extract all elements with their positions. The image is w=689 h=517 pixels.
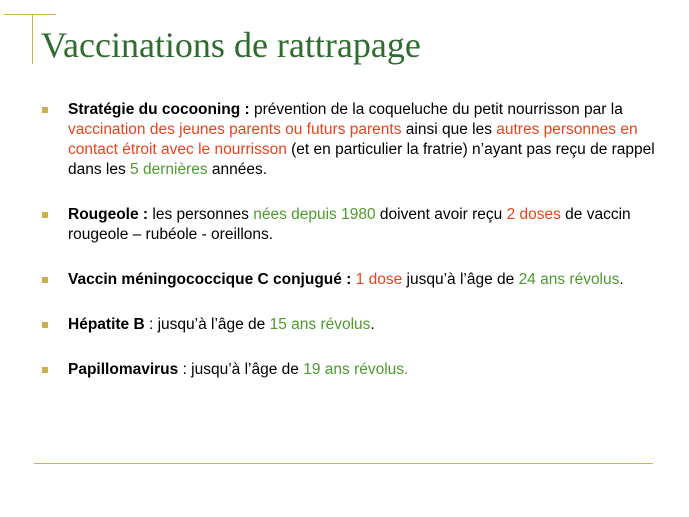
item-highlight-green: 24 ans révolus — [518, 271, 620, 288]
item-highlight-green: 19 ans révolus. — [303, 361, 409, 378]
square-bullet-icon — [42, 322, 48, 328]
item-highlight-red: 1 dose — [355, 271, 403, 288]
item-label: Stratégie du cocooning : — [68, 101, 250, 118]
corner-decoration-horizontal — [4, 14, 56, 15]
item-highlight-red: 2 doses — [506, 206, 561, 223]
square-bullet-icon — [42, 367, 48, 373]
item-text: . — [619, 271, 624, 288]
item-text: jusqu’à l’âge de — [402, 271, 519, 288]
slide-title: Vaccinations de rattrapage — [41, 25, 421, 65]
item-text: de vaccin rougeole – rubéole - oreillons. — [68, 206, 631, 243]
square-bullet-icon — [42, 277, 48, 283]
item-text: années. — [207, 161, 268, 178]
item-text: . — [370, 316, 375, 333]
item-text: ainsi que les — [401, 121, 497, 138]
item-label: Hépatite B — [68, 316, 145, 333]
footer-divider — [34, 463, 653, 464]
item-highlight-green: nées depuis 1980 — [253, 206, 376, 223]
item-text: les personnes — [148, 206, 254, 223]
list-item-hepatite-b — [40, 315, 655, 335]
item-label: Vaccin méningococcique C conjugué : — [68, 271, 352, 288]
item-text: doivent avoir reçu — [375, 206, 507, 223]
square-bullet-icon — [42, 212, 48, 218]
item-highlight-green: 5 dernières — [130, 161, 208, 178]
square-bullet-icon — [42, 107, 48, 113]
corner-decoration-vertical — [32, 14, 33, 64]
item-label: Papillomavirus — [68, 361, 179, 378]
list-item-meningocoque — [40, 270, 655, 290]
item-text: : jusqu’à l’âge de — [144, 316, 270, 333]
item-label: Rougeole : — [68, 206, 149, 223]
bullet-list — [40, 100, 655, 380]
item-highlight-red: vaccination des jeunes parents ou futurs parents — [68, 121, 402, 138]
item-text: : jusqu’à l’âge de — [178, 361, 304, 378]
item-text: (et en particulier la fratrie) n’ayant pas reçu de rappel dans les — [68, 141, 655, 178]
list-item-cocooning — [40, 100, 655, 180]
item-highlight-red: autres personnes en contact étroit avec le nourrisson — [68, 121, 638, 158]
item-highlight-green: 15 ans révolus — [269, 316, 371, 333]
list-item-papillomavirus — [40, 360, 655, 380]
list-item-rougeole — [40, 205, 655, 245]
item-text: prévention de la coqueluche du petit nourrisson par la — [249, 101, 623, 118]
